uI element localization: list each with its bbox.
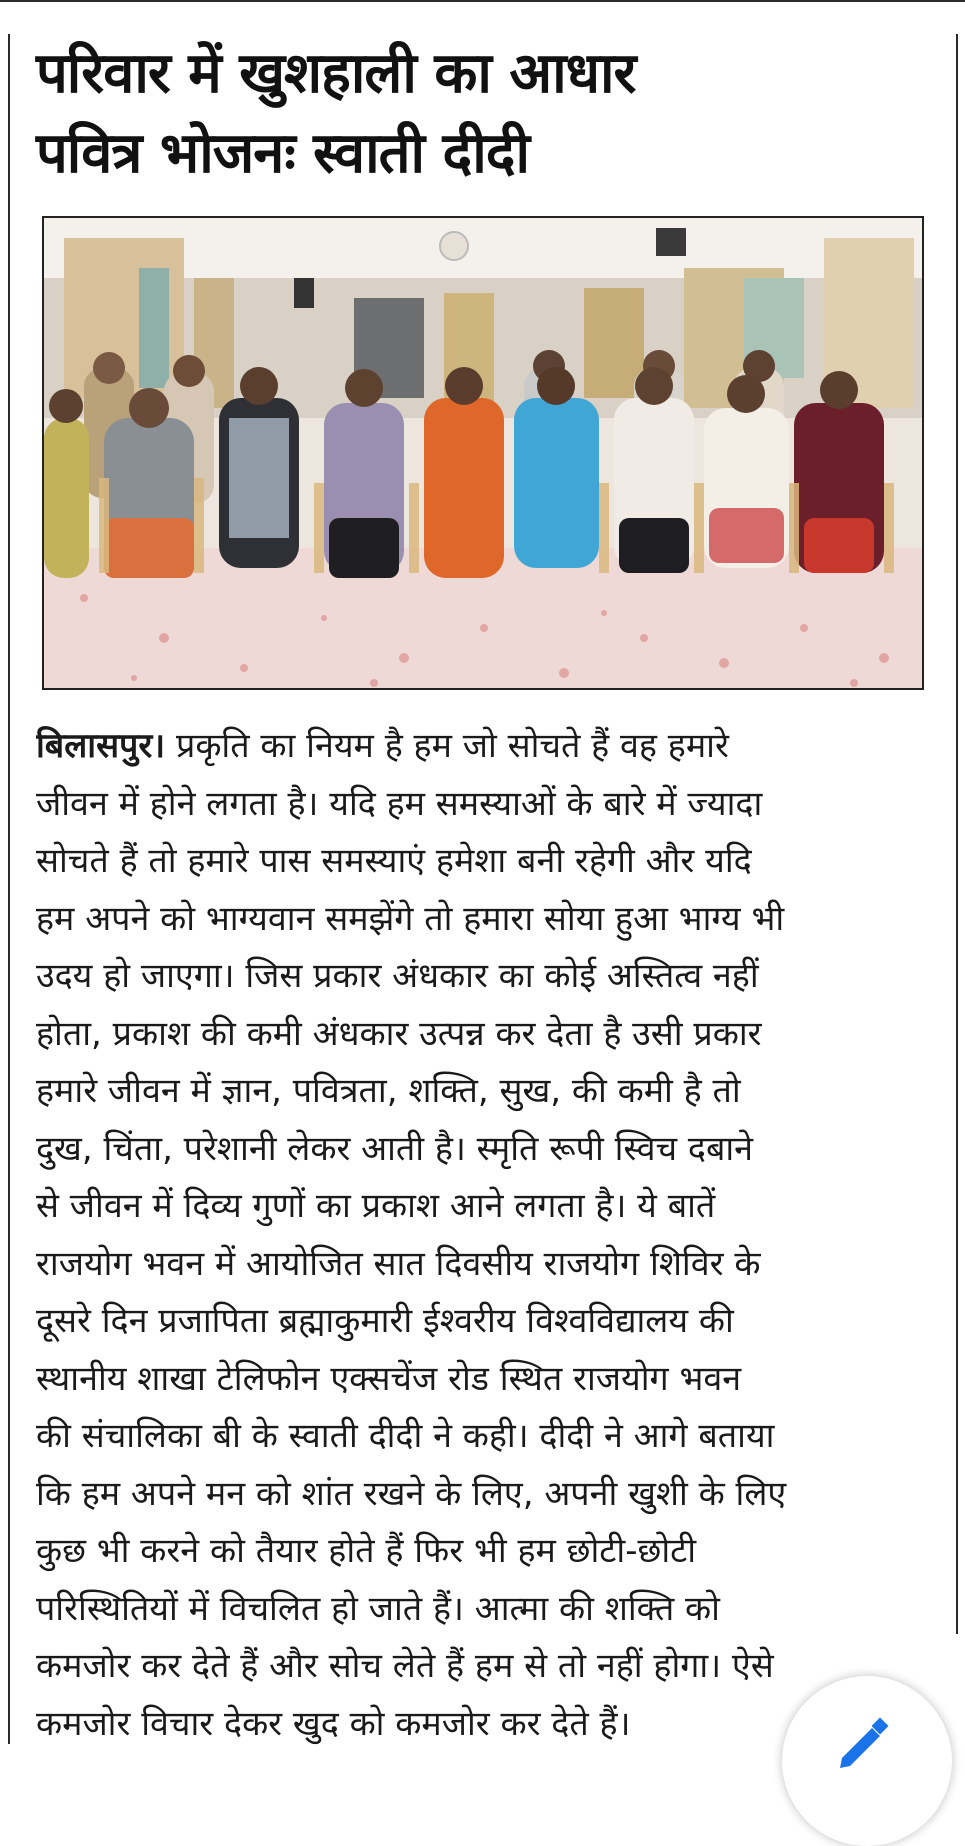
top-rule	[0, 0, 965, 2]
article-line: हम अपने को भाग्यवान समझेंगे तो हमारा सोया हुआ भाग्य भी	[36, 898, 785, 939]
article-line: कमजोर विचार देकर खुद को कमजोर कर देते हैं।	[36, 1703, 631, 1744]
article-line: परिस्थितियों में विचलित हो जाते हैं। आत्मा की शक्ति को	[36, 1588, 720, 1629]
article-line: कि हम अपने मन को शांत रखने के लिए, अपनी खुशी के लिए	[36, 1473, 787, 1514]
article-line-text: प्रकृति का नियम है हम जो सोचते हैं वह हमारे	[165, 726, 729, 766]
headline-line-2: पवित्र भोजनः स्वाती दीदी	[36, 121, 529, 186]
article-line: से जीवन में दिव्य गुणों का प्रकाश आने लगता है। ये बातें	[36, 1186, 716, 1226]
article-body	[36, 718, 926, 1753]
article-line: कुछ भी करने को तैयार होते हैं फिर भी हम छोटी-छोटी	[36, 1531, 697, 1571]
article-line: जीवन में होने लगता है। यदि हम समस्याओं के बारे में ज्यादा	[36, 783, 763, 824]
column-right-rule	[956, 34, 958, 1634]
article-line: उदय हो जाएगा। जिस प्रकार अंधकार का कोई अस्तित्व नहीं	[36, 956, 759, 996]
article-dateline: बिलासपुर।	[36, 726, 166, 766]
article-line: राजयोग भवन में आयोजित सात दिवसीय राजयोग शिविर के	[36, 1243, 761, 1284]
article-line: सोचते हैं तो हमारे पास समस्याएं हमेशा बनी रहेगी और यदि	[36, 841, 752, 881]
article-line	[36, 718, 926, 776]
article-line: स्थानीय शाखा टेलिफोन एक्सचेंज रोड स्थित राजयोग भवन	[36, 1358, 742, 1399]
article-line: होता, प्रकाश की कमी अंधकार उत्पन्न कर देता है उसी प्रकार	[36, 1013, 762, 1054]
pencil-edit-icon	[832, 1714, 892, 1774]
headline-line-1: परिवार में खुशहाली का आधार	[36, 41, 636, 106]
group-meditation-photo	[44, 218, 922, 688]
article-photo	[42, 216, 924, 690]
column-left-rule	[8, 34, 10, 1744]
article-line: दूसरे दिन प्रजापिता ब्रह्माकुमारी ईश्वरीय विश्वविद्यालय की	[36, 1301, 734, 1341]
article-line: कमजोर कर देते हैं और सोच लेते हैं हम से तो नहीं होगा। ऐसे	[36, 1646, 774, 1686]
article-line: हमारे जीवन में ज्ञान, पवित्रता, शक्ति, सुख, की कमी है तो	[36, 1071, 741, 1111]
edit-fab-button[interactable]	[782, 1676, 952, 1846]
article-line: की संचालिका बी के स्वाती दीदी ने कही। दीदी ने आगे बताया	[36, 1416, 775, 1456]
article-headline	[36, 34, 916, 194]
article-line: दुख, चिंता, परेशानी लेकर आती है। स्मृति रूपी स्विच दबाने	[36, 1128, 754, 1169]
